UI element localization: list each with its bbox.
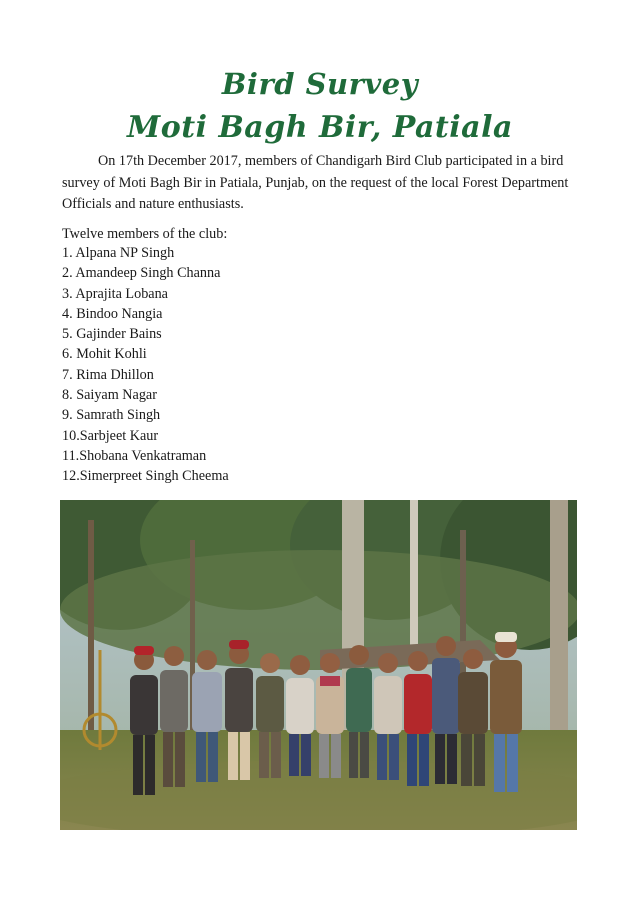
title-line-2: Moti Bagh Bir, Patiala	[127, 110, 513, 145]
member-item: 3. Aprajita Lobana	[62, 285, 168, 302]
member-item: 10.Sarbjeet Kaur	[62, 427, 159, 444]
members-list	[62, 243, 229, 487]
members-heading: Twelve members of the club:	[62, 226, 228, 242]
member-item: 4. Bindoo Nangia	[62, 305, 163, 322]
member-item: 5. Gajinder Bains	[62, 326, 162, 343]
group-photo	[60, 500, 577, 830]
member-item: 2. Amandeep Singh Channa	[62, 265, 221, 282]
member-item: 9. Samrath Singh	[62, 407, 161, 424]
member-item: 7. Rima Dhillon	[62, 366, 154, 383]
member-item: 11.Shobana Venkatraman	[62, 447, 207, 464]
intro-paragraph: On 17th December 2017, members of Chandigarh Bird Club participated in a bird survey of Moti Bagh Bir in Patiala, Punjab, on the request of the local Forest Department Officials and nature enthusiasts.	[62, 153, 569, 212]
member-item: 12.Simerpreet Singh Cheema	[62, 468, 229, 485]
member-item: 6. Mohit Kohli	[62, 346, 147, 363]
group-photo-illustration	[60, 500, 577, 830]
title-line-1: Bird Survey	[221, 67, 419, 101]
member-item: 1. Alpana NP Singh	[62, 245, 175, 261]
member-item: 8. Saiyam Nagar	[62, 387, 157, 404]
